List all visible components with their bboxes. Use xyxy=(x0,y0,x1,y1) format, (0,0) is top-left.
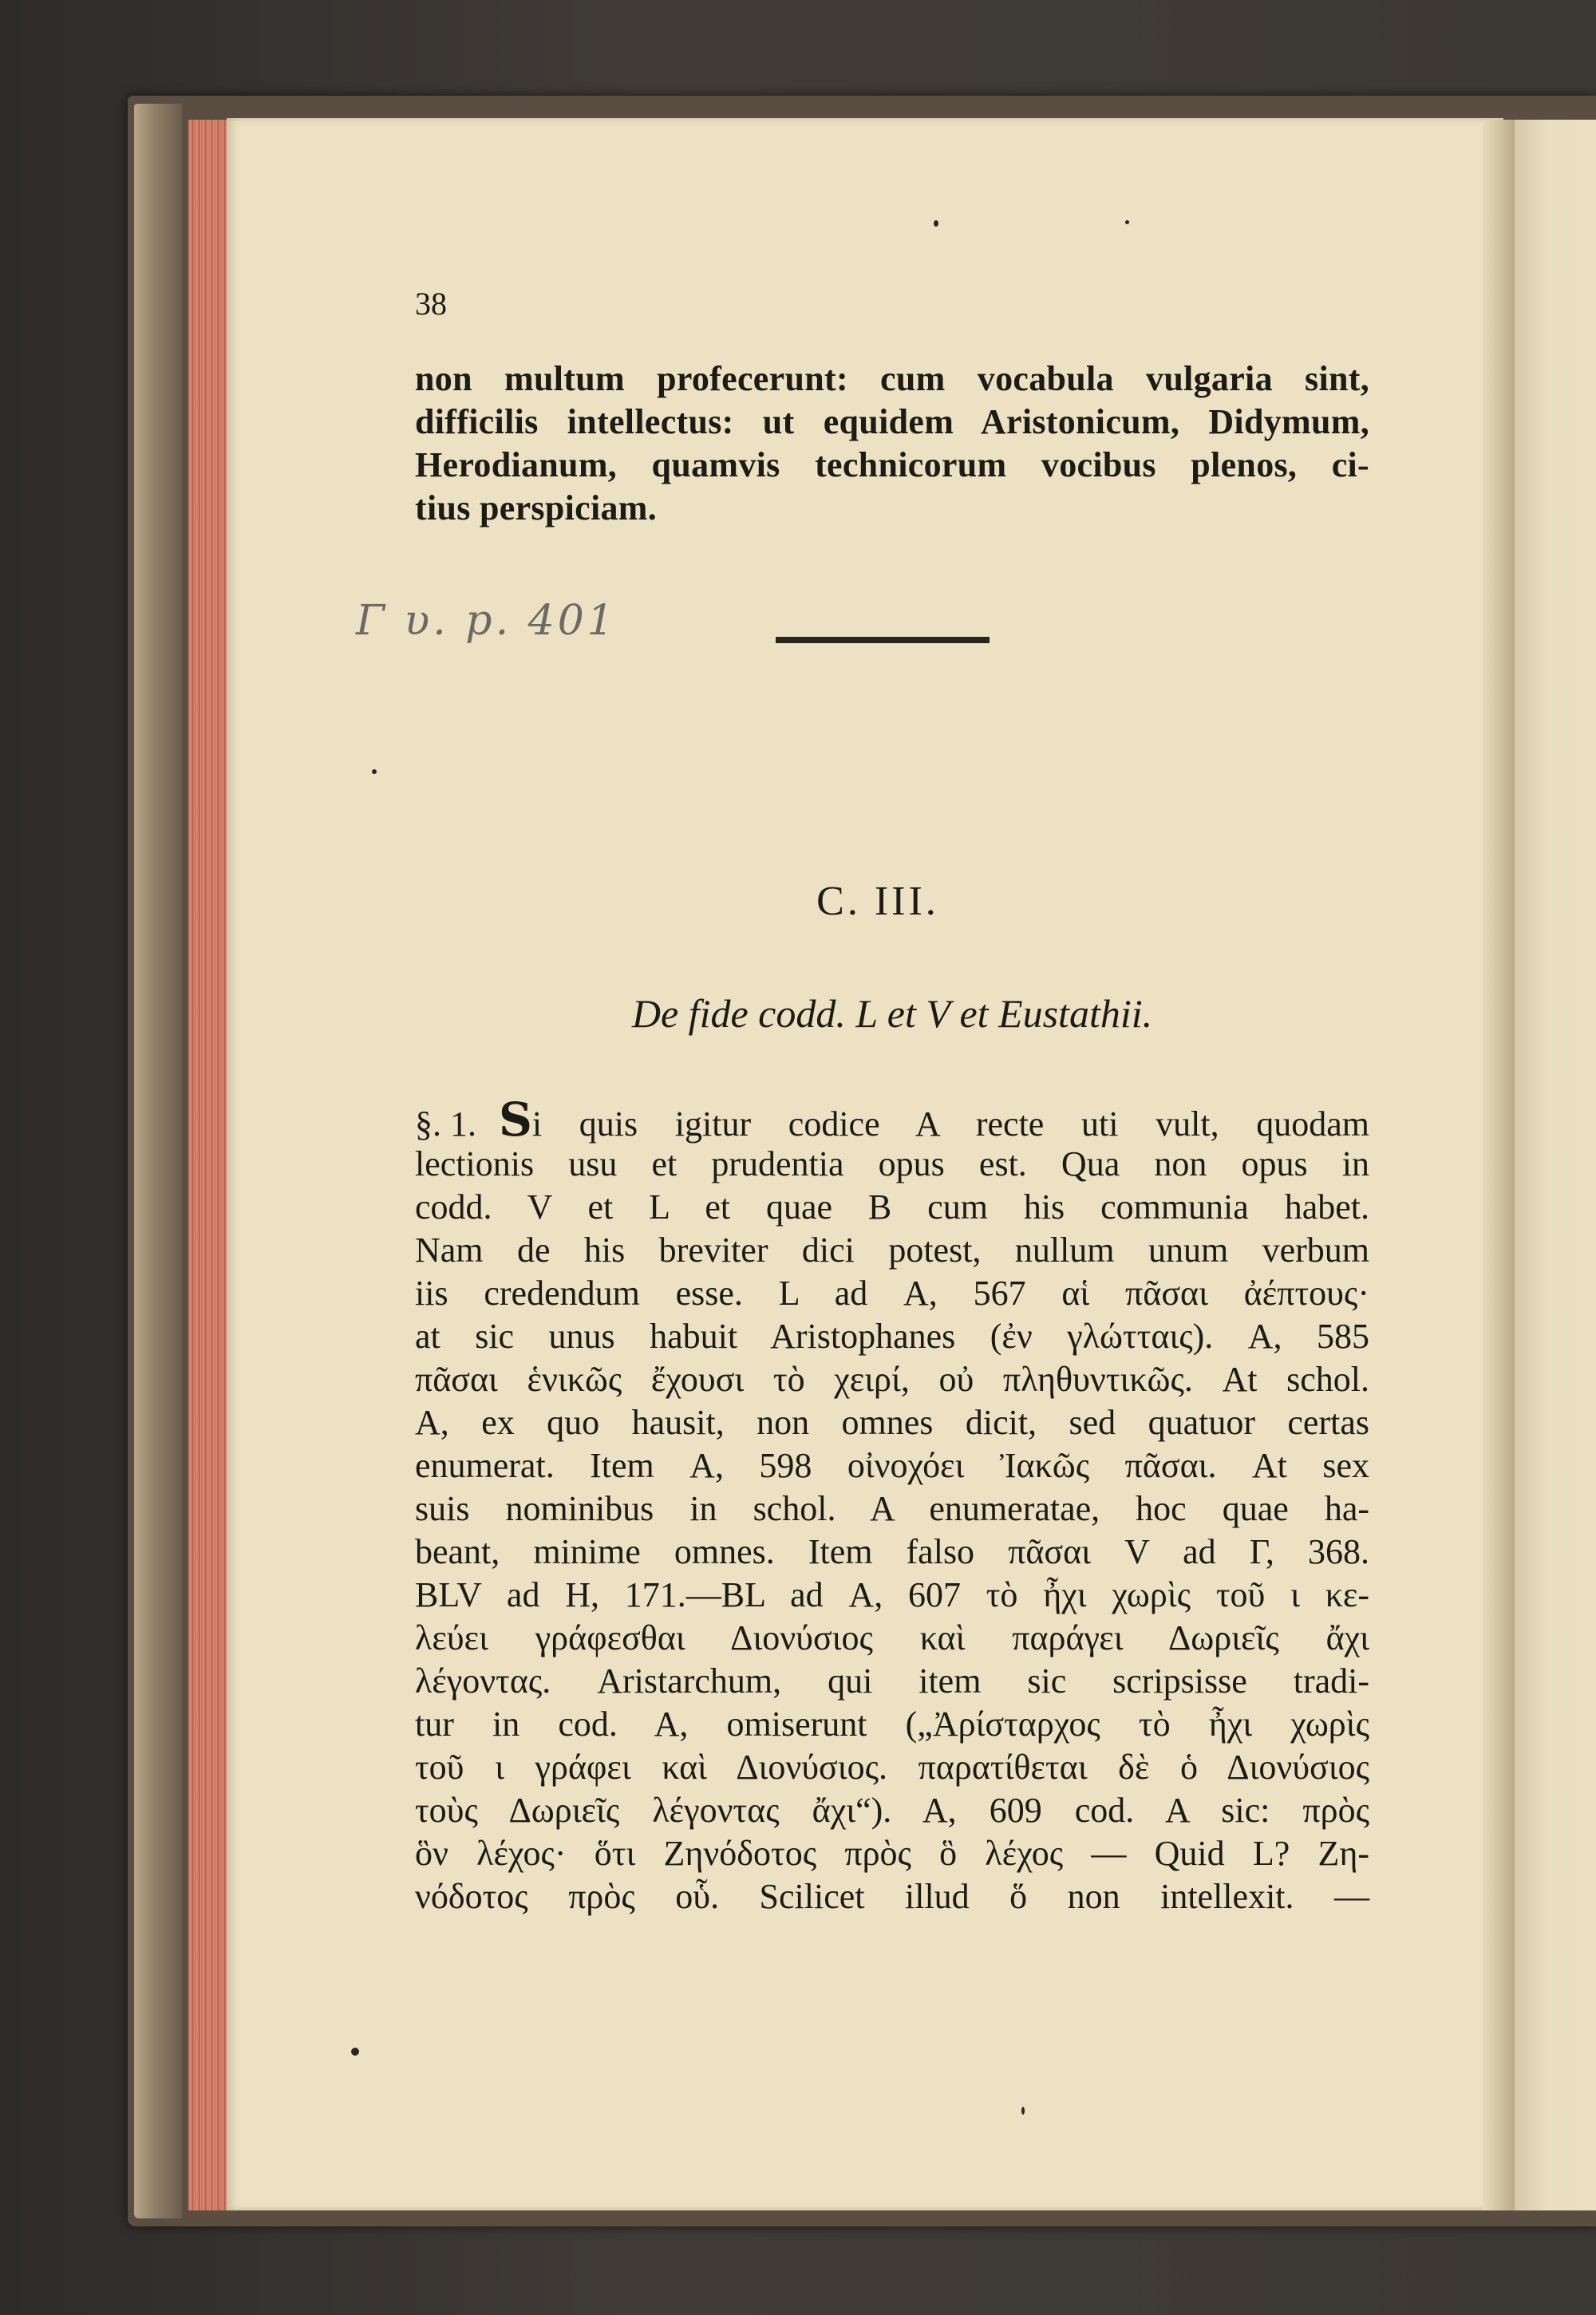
page-gutter xyxy=(1483,120,1515,2210)
intro-line: tius perspiciam. xyxy=(415,488,658,527)
intro-line: non multum profecerunt: cum vocabula vulgaria sint, xyxy=(415,359,1369,398)
intro-line: Herodianum, quamvis technicorum vocibus plenos, ci- xyxy=(415,445,1369,484)
handwritten-note: Γ υ. p. 401 xyxy=(356,597,617,645)
body-line: beant, minime omnes. Item falso πᾶσαι V ad Γ, 368. xyxy=(415,1532,1369,1571)
body-line: iis credendum esse. L ad Α, 567 αἱ πᾶσαι ἀέπτους· xyxy=(415,1274,1369,1313)
section-initial: S xyxy=(499,1092,532,1147)
section-number: §. 1. xyxy=(415,1104,476,1144)
body-line: tur in cod. A, omiserunt („Ἀρίσταρχος τὸ ἦχι χωρὶς xyxy=(415,1705,1369,1744)
chapter-heading: C. III. xyxy=(816,879,939,924)
body-line: at sic unus habuit Aristophanes (ἐν γλώτταις). Α, 585 xyxy=(415,1317,1369,1356)
body-line: λέγοντας. Aristarchum, qui item sic scripsisse tradi- xyxy=(415,1661,1369,1701)
section-first-line xyxy=(415,1092,1369,1148)
section-divider xyxy=(776,637,990,643)
body-line: i quis igitur codice A recte uti vult, quodam xyxy=(531,1104,1369,1144)
body-line: A, ex quo hausit, non omnes dicit, sed quatuor certas xyxy=(415,1403,1369,1442)
red-page-edges xyxy=(188,120,230,2210)
body-line: Nam de his breviter dici potest, nullum unum verbum xyxy=(415,1231,1369,1270)
body-line: codd. V et L et quae B cum his communia habet. xyxy=(415,1187,1369,1227)
page-number: 38 xyxy=(415,286,447,322)
body-line: τοῦ ι γράφει καὶ Διονύσιος. παρατίθεται δὲ ὁ Διονύσιος xyxy=(415,1748,1369,1787)
body-line: ὃν λέχος· ὅτι Ζηνόδοτος πρὸς ὃ λέχος — Quid L? Ζη- xyxy=(415,1834,1369,1873)
facing-page-edge xyxy=(1515,120,1596,2210)
body-line: νόδοτος πρὸς οὗ. Scilicet illud ὅ non intellexit. — xyxy=(415,1877,1369,1916)
body-line: τοὺς Δωριεῖς λέγοντας ἄχι“). Α, 609 cod. A sic: πρὸς xyxy=(415,1791,1369,1830)
cover-edge xyxy=(134,104,182,2218)
intro-line: difficilis intellectus: ut equidem Aristonicum, Didymum, xyxy=(415,402,1369,441)
body-line: enumerat. Item Α, 598 οἰνοχόει Ἰακῶς πᾶσαι. At sex xyxy=(415,1446,1369,1485)
body-line: λεύει γράφεσθαι Διονύσιος καὶ παράγει Δωριεῖς ἄχι xyxy=(415,1618,1369,1657)
body-line: suis nominibus in schol. A enumeratae, hoc quae ha- xyxy=(415,1489,1369,1528)
chapter-title: De fide codd. L et V et Eustathii. xyxy=(631,991,1153,1036)
body-line: BLV ad H, 171.—BL ad Α, 607 τὸ ἦχι χωρὶς τοῦ ι κε- xyxy=(415,1575,1369,1614)
body-line: πᾶσαι ἑνικῶς ἔχουσι τὸ χειρί, οὐ πληθυντικῶς. At schol. xyxy=(415,1360,1369,1399)
body-line: lectionis usu et prudentia opus est. Qua non opus in xyxy=(415,1144,1369,1183)
